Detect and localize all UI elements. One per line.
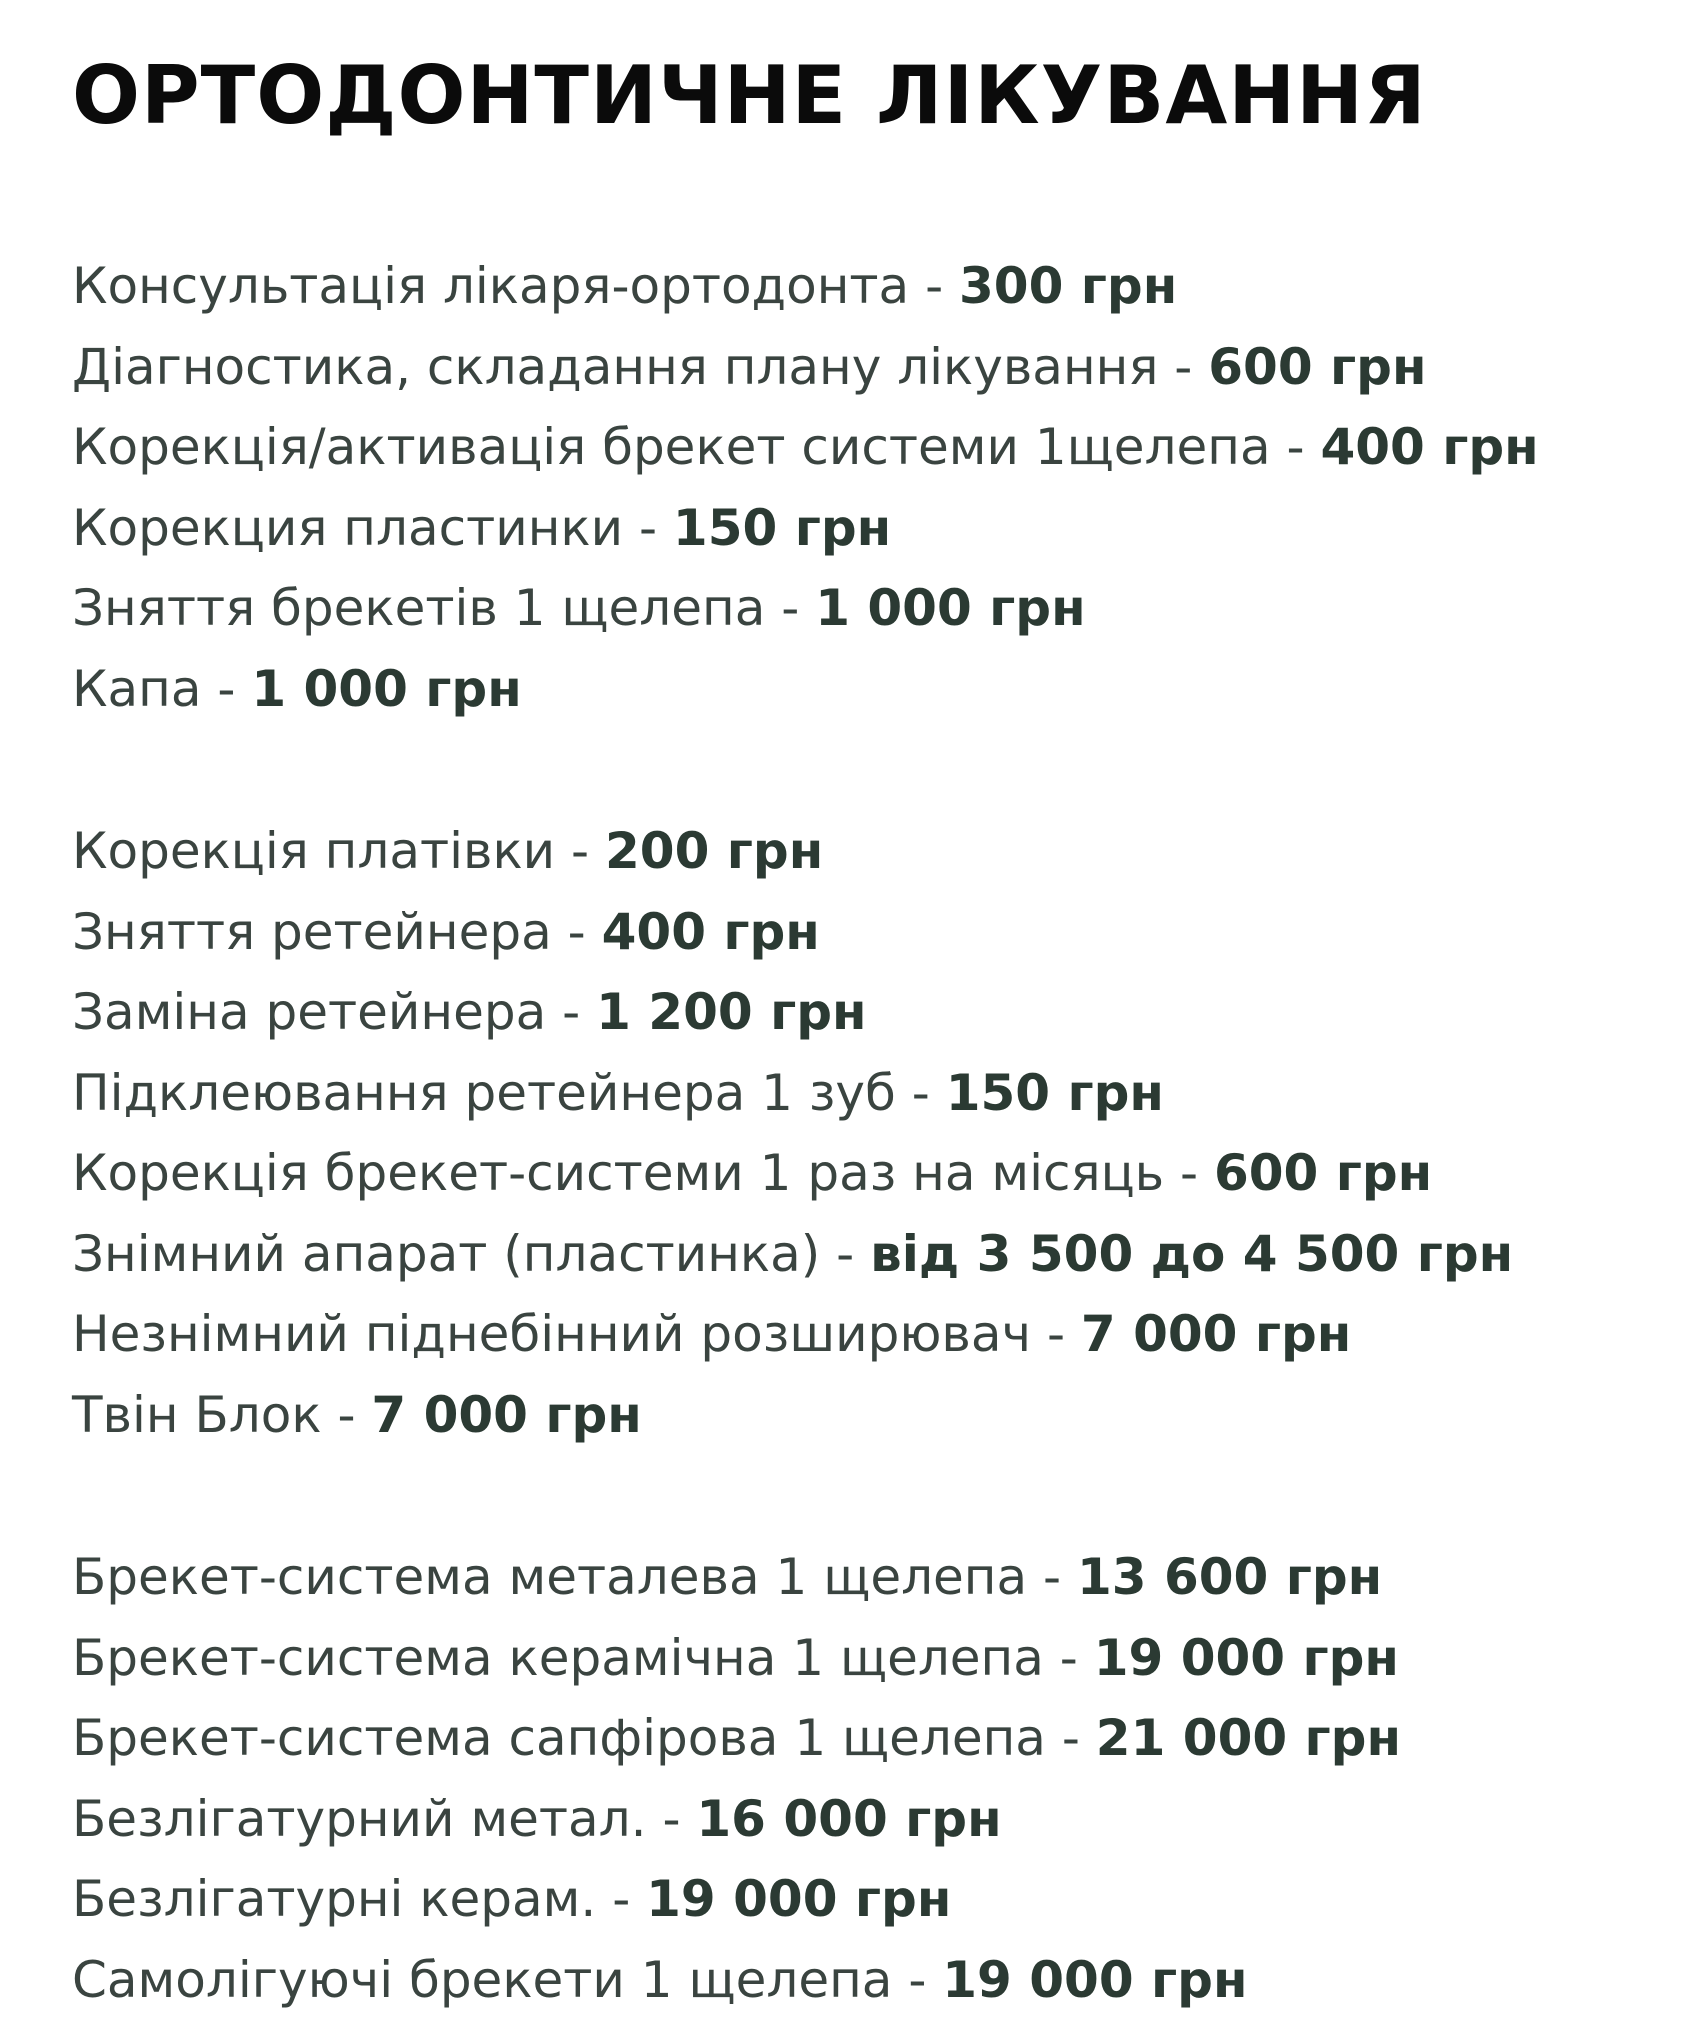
service-name: Корекція брекет-системи 1 раз на місяць xyxy=(72,1144,1164,1202)
separator: - xyxy=(322,1386,372,1444)
price-row xyxy=(72,1779,1657,1860)
price-row xyxy=(72,972,1657,1053)
price-row xyxy=(72,892,1657,973)
price-row xyxy=(72,1940,1657,2020)
service-price: 1 200 грн xyxy=(596,983,866,1041)
service-name: Корекція/активація брекет системи 1щелепа xyxy=(72,418,1271,476)
service-price: 19 000 грн xyxy=(1094,1629,1399,1687)
price-group-2 xyxy=(72,811,1657,1455)
price-row xyxy=(72,649,1657,730)
service-price: 7 000 грн xyxy=(1081,1305,1351,1363)
service-name: Безлігатурний метал. xyxy=(72,1790,647,1848)
service-name: Знімний апарат (пластинка) xyxy=(72,1225,820,1283)
price-row xyxy=(72,568,1657,649)
service-name: Брекет-система сапфірова 1 щелепа xyxy=(72,1709,1046,1767)
price-row xyxy=(72,1214,1657,1295)
separator: - xyxy=(896,1064,946,1122)
price-row xyxy=(72,1698,1657,1779)
price-group-3 xyxy=(72,1537,1657,2020)
separator: - xyxy=(1046,1709,1096,1767)
service-name: Зняття брекетів 1 щелепа xyxy=(72,579,765,637)
service-name: Твін Блок xyxy=(72,1386,322,1444)
service-price: від 3 500 до 4 500 грн xyxy=(870,1225,1513,1283)
price-row xyxy=(72,1537,1657,1618)
separator: - xyxy=(765,579,815,637)
service-name: Корекція платівки xyxy=(72,822,555,880)
service-price: 600 грн xyxy=(1208,338,1426,396)
service-name: Підклеювання ретейнера 1 зуб xyxy=(72,1064,896,1122)
price-group-1 xyxy=(72,246,1657,729)
price-row xyxy=(72,488,1657,569)
service-price: 150 грн xyxy=(946,1064,1164,1122)
service-name: Діагностика, складання плану лікування xyxy=(72,338,1158,396)
separator: - xyxy=(820,1225,870,1283)
service-name: Капа xyxy=(72,660,201,718)
service-name: Зняття ретейнера xyxy=(72,903,552,961)
separator: - xyxy=(1027,1548,1077,1606)
page-title: ОРТОДОНТИЧНЕ ЛІКУВАННЯ xyxy=(72,38,1657,153)
separator: - xyxy=(555,822,605,880)
service-price: 300 грн xyxy=(959,257,1177,315)
price-groups xyxy=(72,246,1657,2020)
service-name: Безлігатурні керам. xyxy=(72,1870,596,1928)
separator: - xyxy=(1031,1305,1081,1363)
separator: - xyxy=(647,1790,697,1848)
service-price: 1 000 грн xyxy=(251,660,521,718)
price-row xyxy=(72,1133,1657,1214)
service-price: 1 000 грн xyxy=(815,579,1085,637)
service-price: 200 грн xyxy=(605,822,823,880)
separator: - xyxy=(1271,418,1321,476)
price-row xyxy=(72,407,1657,488)
service-price: 13 600 грн xyxy=(1077,1548,1382,1606)
price-row xyxy=(72,1859,1657,1940)
service-name: Корекция пластинки xyxy=(72,499,623,557)
service-name: Самолігуючі брекети 1 щелепа xyxy=(72,1951,892,2009)
separator: - xyxy=(623,499,673,557)
separator: - xyxy=(201,660,251,718)
price-row xyxy=(72,1618,1657,1699)
service-price: 400 грн xyxy=(602,903,820,961)
service-price: 7 000 грн xyxy=(371,1386,641,1444)
separator: - xyxy=(596,1870,646,1928)
service-price: 21 000 грн xyxy=(1096,1709,1401,1767)
separator: - xyxy=(552,903,602,961)
service-name: Консультація лікаря-ортодонта xyxy=(72,257,909,315)
price-list-page xyxy=(72,38,1657,2020)
service-name: Заміна ретейнера xyxy=(72,983,546,1041)
service-price: 150 грн xyxy=(673,499,891,557)
price-row xyxy=(72,1294,1657,1375)
service-price: 600 грн xyxy=(1214,1144,1432,1202)
price-row xyxy=(72,1375,1657,1456)
separator: - xyxy=(892,1951,942,2009)
separator: - xyxy=(909,257,959,315)
separator: - xyxy=(1164,1144,1214,1202)
price-row xyxy=(72,1053,1657,1134)
price-row xyxy=(72,246,1657,327)
separator: - xyxy=(546,983,596,1041)
service-price: 400 грн xyxy=(1320,418,1538,476)
price-row xyxy=(72,811,1657,892)
service-name: Незнімний піднебінний розширювач xyxy=(72,1305,1031,1363)
service-price: 19 000 грн xyxy=(942,1951,1247,2009)
service-price: 16 000 грн xyxy=(696,1790,1001,1848)
service-price: 19 000 грн xyxy=(646,1870,951,1928)
service-name: Брекет-система керамічна 1 щелепа xyxy=(72,1629,1044,1687)
price-row xyxy=(72,327,1657,408)
separator: - xyxy=(1158,338,1208,396)
service-name: Брекет-система металева 1 щелепа xyxy=(72,1548,1027,1606)
separator: - xyxy=(1044,1629,1094,1687)
